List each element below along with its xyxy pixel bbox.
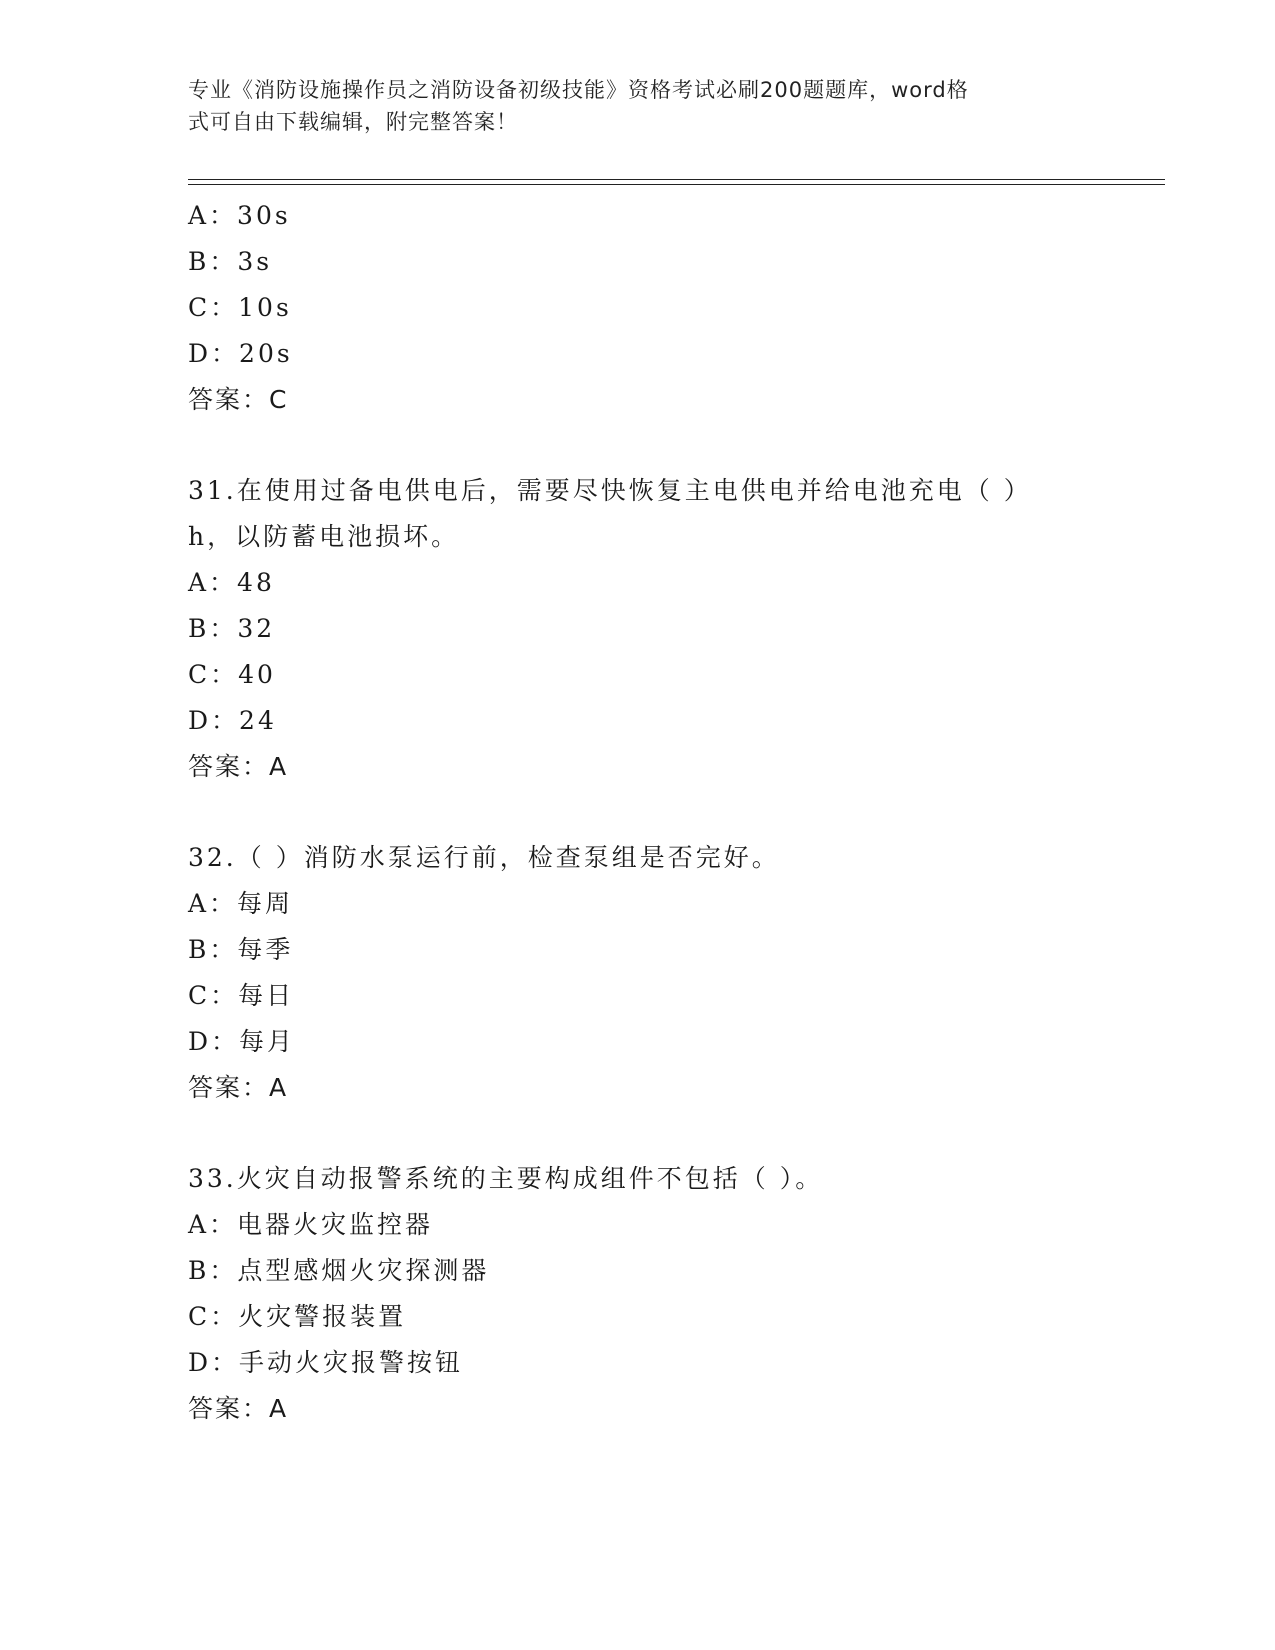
header-title-line-1: 专业《消防设施操作员之消防设备初级技能》资格考试必刷200题题库，word格 <box>188 78 969 102</box>
question-32 <box>188 835 1088 1111</box>
option-b: B：点型感烟火灾探测器 <box>188 1256 490 1285</box>
answer: 答案：A <box>188 1073 289 1102</box>
header-divider-bottom <box>188 184 1165 185</box>
answer: 答案：C <box>188 385 289 414</box>
option-d: D：每月 <box>188 1027 296 1056</box>
option-d: D：24 <box>188 706 277 735</box>
answer: 答案：A <box>188 1394 289 1423</box>
question-stem-line-1: 31.在使用过备电供电后，需要尽快恢复主电供电并给电池充电（ ） <box>188 476 1032 505</box>
option-c: C：每日 <box>188 981 295 1010</box>
option-a: A：48 <box>188 568 275 597</box>
question-30 <box>188 193 1088 423</box>
option-c: C：10s <box>188 293 292 322</box>
option-c: C：火灾警报装置 <box>188 1302 407 1331</box>
question-stem-line-1: 33.火灾自动报警系统的主要构成组件不包括（ ）。 <box>188 1164 824 1193</box>
header-divider-top <box>188 179 1165 180</box>
option-c: C：40 <box>188 660 276 689</box>
header-title-line-2: 式可自由下载编辑，附完整答案！ <box>188 110 518 134</box>
option-d: D：20s <box>188 339 293 368</box>
option-a: A：每周 <box>188 889 294 918</box>
question-31 <box>188 468 1088 790</box>
question-stem-line-2: h，以防蓄电池损坏。 <box>188 522 460 551</box>
option-d: D：手动火灾报警按钮 <box>188 1348 464 1377</box>
document-header <box>188 74 1068 138</box>
option-b: B：3s <box>188 247 273 276</box>
answer: 答案：A <box>188 752 289 781</box>
option-b: B：32 <box>188 614 276 643</box>
question-list <box>188 193 1088 1432</box>
question-33 <box>188 1156 1088 1432</box>
option-a: A：电器火灾监控器 <box>188 1210 434 1239</box>
option-a: A：30s <box>188 201 291 230</box>
question-stem-line-1: 32.（ ）消防水泵运行前，检查泵组是否完好。 <box>188 843 780 872</box>
option-b: B：每季 <box>188 935 294 964</box>
